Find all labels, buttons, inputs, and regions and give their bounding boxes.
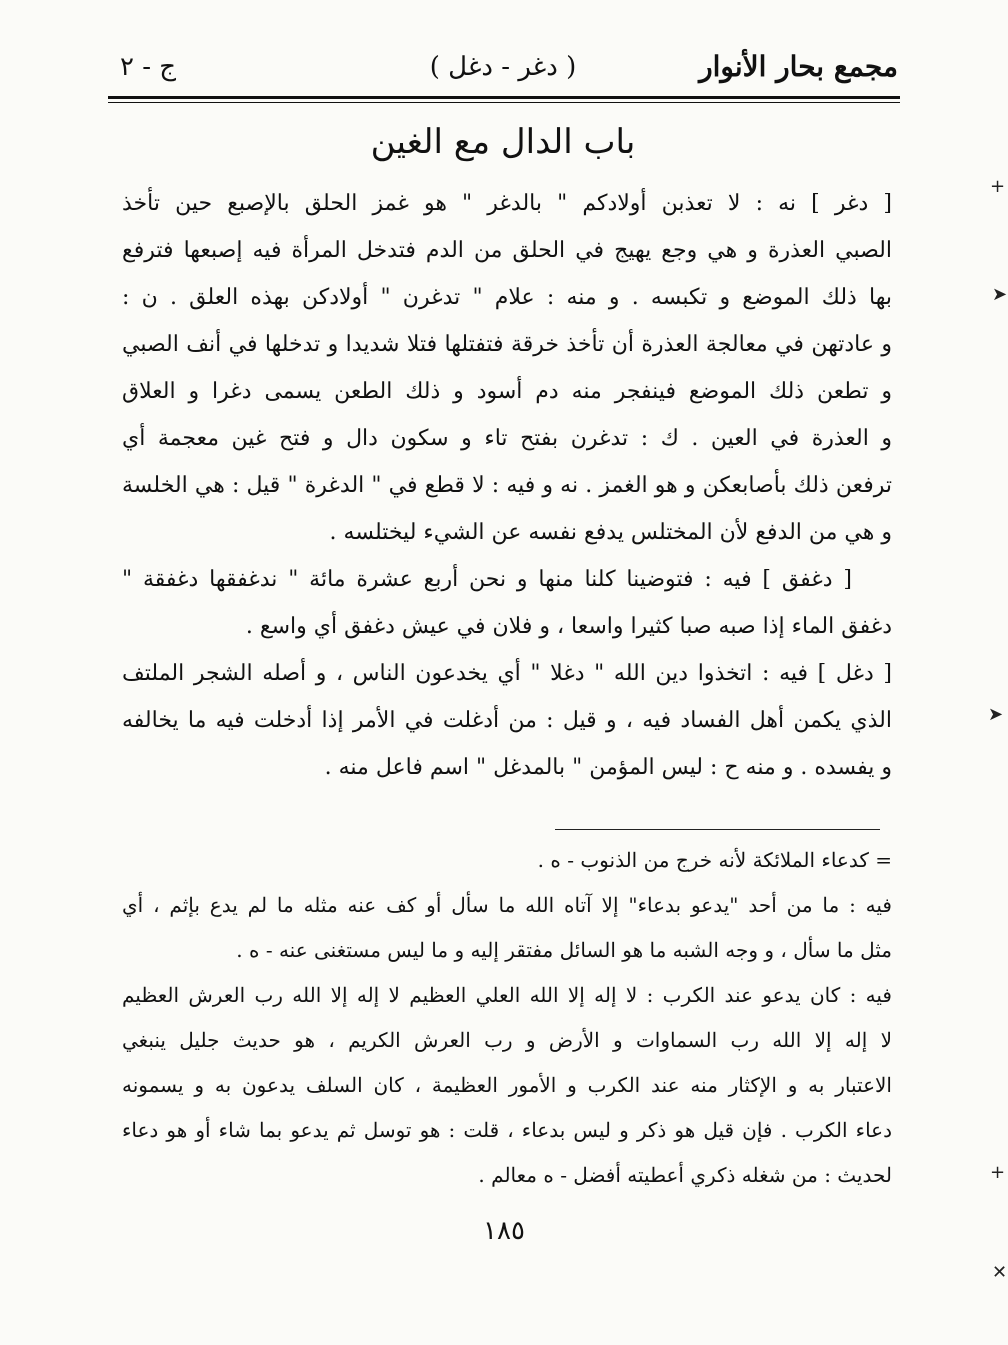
text-line: ترفعن ذلك بأصابعكن و هو الغمز . نه و فيه : لا قطع في " الدغرة " قيل : هي الخلسة [122, 473, 892, 498]
header-rule-thin [108, 102, 900, 103]
volume-number: ج - ٢ [120, 52, 177, 82]
running-header [108, 50, 898, 92]
registration-mark-icon: + [990, 176, 1006, 197]
text-line: [ دغر ] نه : لا تعذبن أولادكم " بالدغر " هو غمز الحلق بالإصبع حين تأخذ [122, 191, 892, 216]
main-text [122, 180, 892, 791]
footnotes [122, 838, 892, 1198]
text-line: و هي من الدفع لأن المختلس يدفع نفسه عن الشيء ليختلسه . [329, 520, 892, 545]
footnote-line: لا إله إلا الله رب السماوات و الأرض و رب العرش الكريم ، هو حديث جليل ينبغي [122, 1028, 892, 1052]
text-line: بها ذلك الموضع و تكبسه . و منه : علام " تدغرن " أولادكن بهذه العلق . ن : [122, 285, 892, 310]
text-line: و يفسده . و منه ح : ليس المؤمن " بالمدغل " اسم فاعل منه . [324, 755, 892, 780]
registration-mark-icon: ✕ [992, 1262, 1008, 1283]
registration-mark-icon: ➤ [992, 284, 1008, 305]
footnote-line: دعاء الكرب . فإن قيل هو ذكر و ليس بدعاء ، قلت : هو توسل ثم يدعو بما شاء أو هو دعاء [122, 1118, 892, 1142]
text-line: [ دغفق ] فيه : فتوضينا كلنا منها و نحن أربع عشرة مائة " ندغفقها دغفقة " [122, 567, 852, 592]
book-title: مجمع بحار الأنوار [699, 50, 898, 83]
header-rule-thick [108, 96, 900, 99]
footnote-line: فيه : كان يدعو عند الكرب : لا إله إلا الله العلي العظيم لا إله إلا الله رب العرش العظيم [122, 983, 892, 1007]
footnote-line: فيه : ما من أحد "يدعو بدعاء" إلا آتاه الله ما سأل أو كف عنه مثله ما لم يدع بإثم ، أي [122, 893, 892, 917]
footnote-divider [555, 829, 880, 830]
registration-mark-icon: + [990, 1162, 1006, 1183]
page-number: ١٨٥ [483, 1216, 525, 1246]
text-line: و عادتهن في معالجة العذرة أن تأخذ خرقة فتفتلها فتلا شديدا و تدخلها في أنف الصبي [122, 332, 892, 357]
text-line: و العذرة في العين . ك : تدغرن بفتح تاء و سكون دال و فتح غين معجمة أي [122, 426, 892, 451]
footnote-line: مثل ما سأل ، و وجه الشبه ما هو السائل مفتقر إليه و ما ليس مستغنى عنه - ه . [236, 938, 892, 962]
footnote-line: الاعتبار به و الإكثار منه عند الكرب و الأمور العظيمة ، كان السلف يدعون به و يسمونه [122, 1073, 892, 1097]
registration-mark-icon: ➤ [988, 704, 1004, 725]
footnote-line: = كدعاء الملائكة لأنه خرج من الذنوب - ه . [537, 848, 892, 872]
text-line: الصبي العذرة و هي وجع يهيج في الحلق من الدم فتدخل المرأة فيه إصبعها فترفع [122, 238, 892, 263]
entry-range: ( دغر - دغل ) [429, 52, 577, 82]
text-line: [ دغل ] فيه : اتخذوا دين الله " دغلا " أي يخدعون الناس ، و أصله الشجر الملتف [122, 661, 892, 686]
footnote-line: لحديث : من شغله ذكري أعطيته أفضل - ه معالم . [478, 1163, 892, 1187]
text-line: و تطعن ذلك الموضع فينفجر منه دم أسود و ذلك الطعن يسمى دغرا و العلاق [122, 379, 892, 404]
section-title: باب الدال مع الغين [370, 122, 636, 162]
text-line: الذي يكمن أهل الفساد فيه ، و قيل : من أدغلت في الأمر إذا أدخلت فيه ما يخالفه [122, 708, 892, 733]
text-line: دغفق الماء إذا صبه صبا كثيرا واسعا ، و فلان في عيش دغفق أي واسع . [245, 614, 892, 639]
